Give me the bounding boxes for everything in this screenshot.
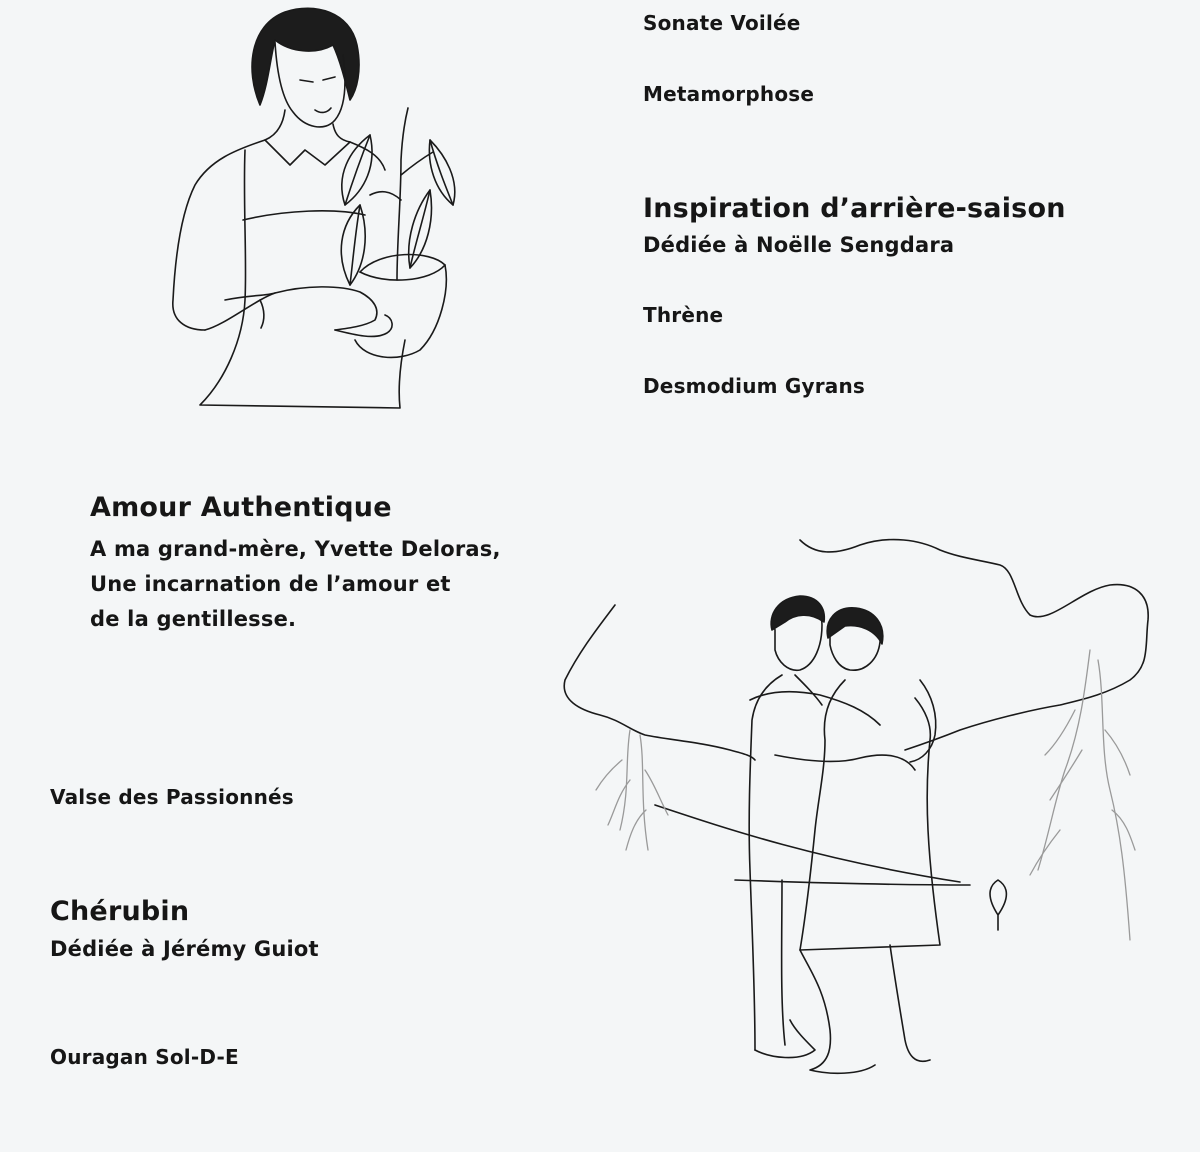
- title-desmodium-gyrans: Desmodium Gyrans: [643, 374, 866, 398]
- dedication-amour-authentique: [90, 532, 501, 637]
- dedication-cherubin: Dédiée à Jérémy Guiot: [50, 937, 319, 961]
- title-ouragan-sol-d-e: Ouragan Sol-D-E: [50, 1045, 239, 1069]
- embracing-couple-illustration: [560, 530, 1160, 1090]
- title-amour-authentique: Amour Authentique: [90, 492, 392, 523]
- title-threne: Thrène: [643, 303, 724, 327]
- dedication-line-2: Une incarnation de l’amour et: [90, 572, 451, 596]
- title-valse-des-passionnes: Valse des Passionnés: [50, 785, 294, 809]
- woman-with-plant-illustration: [165, 0, 465, 415]
- dedication-line-1: A ma grand-mère, Yvette Deloras,: [90, 537, 501, 561]
- title-sonate-voilee: Sonate Voilée: [643, 11, 801, 35]
- dedication-inspiration: Dédiée à Noëlle Sengdara: [643, 233, 955, 257]
- dedication-line-3: de la gentillesse.: [90, 607, 297, 631]
- title-inspiration: Inspiration d’arrière-saison: [643, 193, 1066, 224]
- title-metamorphose: Metamorphose: [643, 82, 815, 106]
- title-cherubin: Chérubin: [50, 896, 190, 927]
